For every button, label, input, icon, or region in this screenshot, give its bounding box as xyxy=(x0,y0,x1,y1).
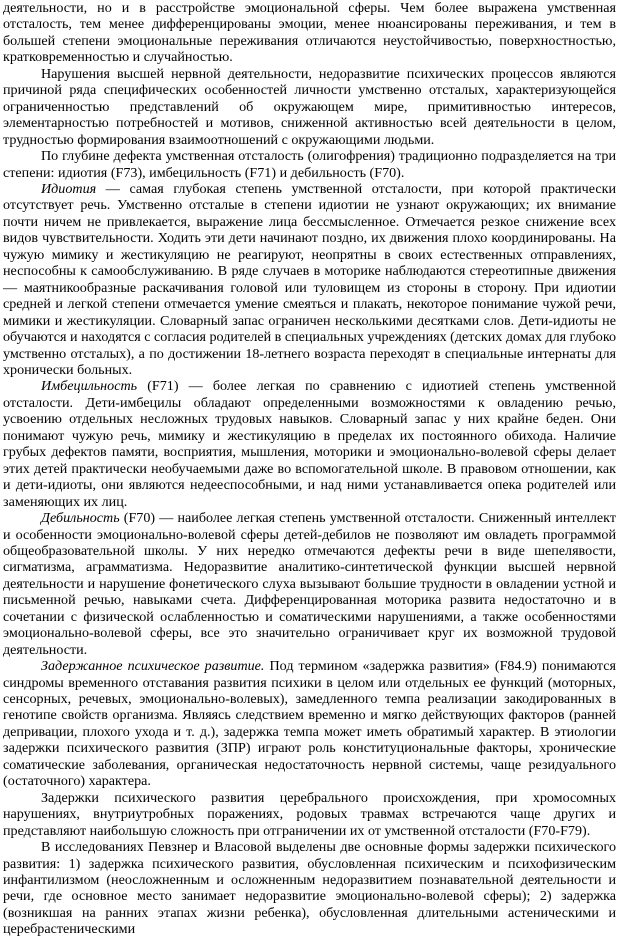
paragraph-text: Нарушения высшей нервной деятельности, недоразвитие психических процессов являются причиной ряда специфических особенностей личности умственно отсталых, характеризующейся ограниченностью представлений об окружающем мире, примитивностью интересов, элементарностью потребностей и мотивов, сниженной активностью всей деятельности в целом, трудностью формирования взаимоотношений с окружающими людьми. xyxy=(3,65,616,148)
paragraph-idiocy xyxy=(3,181,616,378)
paragraph-text: Под термином «задержка развития» (F84.9) понимаются синдромы временного отставания развития психики в целом или отдельных ее функций (моторных, сенсорных, речевых, эмоционально-волевых), замедленного темпа реализации закодированных в генотипе свойств организма. Являясь следствием временно и мягко действующих факторов (ранней депривации, плохого ухода и т. д.), задержка темпа может иметь обратимый характер. В этиологии задержки психического развития (ЗПР) играют роль конституциональные факторы, хронические соматические заболевания, органическая недостаточность нервной системы, чаще резидуального (остаточного) характера. xyxy=(3,658,616,790)
paragraph-debility xyxy=(3,510,616,658)
paragraph-text: деятельности, но и в расстройстве эмоциональной сферы. Чем более выражена умственная отсталость, тем менее дифференцированы эмоции, менее нюансированы переживания, и тем в большей степени эмоциональные переживания отличаются неустойчивостью, поверхностностью, кратковременностью и случайностью. xyxy=(3,0,616,66)
paragraph-continuation xyxy=(3,0,616,66)
paragraph-text: По глубине дефекта умственная отсталость (олигофрения) традиционно подразделяется на три степени: идиотия (F73), имбецильность (F71) и дебильность (F70). xyxy=(3,148,616,181)
paragraph-text: (F71) — более легкая по сравнению с идиотией степень умственной отсталости. Дети-имбецилы обладают определенными возможностями к овладению речью, усвоению отдельных несложных трудовых навыков. Словарный запас у них крайне беден. Они понимают чужую речь, мимику и жестикуляцию в пределах их постоянного обихода. Наличие грубых дефектов памяти, восприятия, мышления, моторики и эмоционально-волевой сферы делает этих детей практически необучаемыми даже во вспомогательной школе. В правовом отношении, как и дети-идиоты, они являются недееспособными, и над ними устанавливается опека родителей или заменяющих их лиц. xyxy=(3,378,616,510)
term-debility: Дебильность xyxy=(41,510,120,527)
paragraph-personality-features xyxy=(3,66,616,148)
paragraph-text: — самая глубокая степень умственной отсталости, при которой практически отсутствует речь. Умственно отсталые в степени идиотии не узнают окружающих; их внимание почти ничем не привлекается, выражение лица бессмысленное. Отмечается резкое снижение всех видов чувствительности. Ходить эти дети начинают поздно, их движения плохо координированы. На чужую мимику и жестикуляцию не реагируют, неопрятны в своих естественных отправлениях, неспособны к самообслуживанию. В ряде случаев в моторике наблюдаются стереотипные движения — маятникообразные раскачивания головой или туловищем из стороны в сторону. При идиотии средней и легкой степени отмечается умение смеяться и плакать, некоторое понимание чужой речи, мимики и жестикуляции. Словарный запас ограничен несколькими десятками слов. Дети-идиоты не обучаются и находятся с согласия родителей в специальных учреждениях (детских домах для глубоко умственно отсталых), а по достижении 18-летнего возраста переходят в специальные интернаты для хронически больных. xyxy=(3,180,616,378)
paragraph-imbecility xyxy=(3,378,616,510)
paragraph-delayed-development xyxy=(3,658,616,790)
term-imbecility: Имбецильность xyxy=(41,378,138,395)
paragraph-pevzner-vlasova xyxy=(3,839,616,938)
paragraph-text: В исследованиях Певзнер и Власовой выделены две основные формы задержки психического развития: 1) задержка психического развития, обусловленная психическим и психофизическим инфантилизмом (неосложненным и осложненным недоразвитием познавательной деятельности и речи, где основное место занимает недоразвитие эмоционально-волевой сферы); 2) задержка (возникшая на ранних этапах жизни ребенка), обусловленная длительными астеническими и церебрастеническими xyxy=(3,839,616,938)
paragraph-text: (F70) — наиболее легкая степень умственной отсталости. Сниженный интеллект и особенности эмоционально-волевой сферы детей-дебилов не позволяют им овладеть программой общеобразовательной школы. У них нередко отмечаются дефекты речи в виде шепелявости, сигматизма, аграмматизма. Недоразвитие аналитико-синтетической функции высшей нервной деятельности и нарушение фонетического слуха вызывают большие трудности в овладении устной и письменной речью, навыками счета. Дифференцированная моторика развита недостаточно и в сочетании с физической ослабленностью и соматическими нарушениями, а также особенностями эмоционально-волевой сферы, все это значительно ограничивает круг их возможной трудовой деятельности. xyxy=(3,510,616,658)
paragraph-cerebral-origin xyxy=(3,790,616,839)
paragraph-degrees xyxy=(3,148,616,181)
term-delayed-development: Задержанное психическое развитие. xyxy=(41,658,265,675)
term-idiocy: Идиотия xyxy=(41,180,97,197)
paragraph-text: Задержки психического развития церебрального происхождения, при хромосомных нарушениях, внутриутробных поражениях, родовых травмах встречаются чаще других и представляют наибольшую сложность при отграничении их от умственной отсталости (F70-F79). xyxy=(3,789,616,839)
